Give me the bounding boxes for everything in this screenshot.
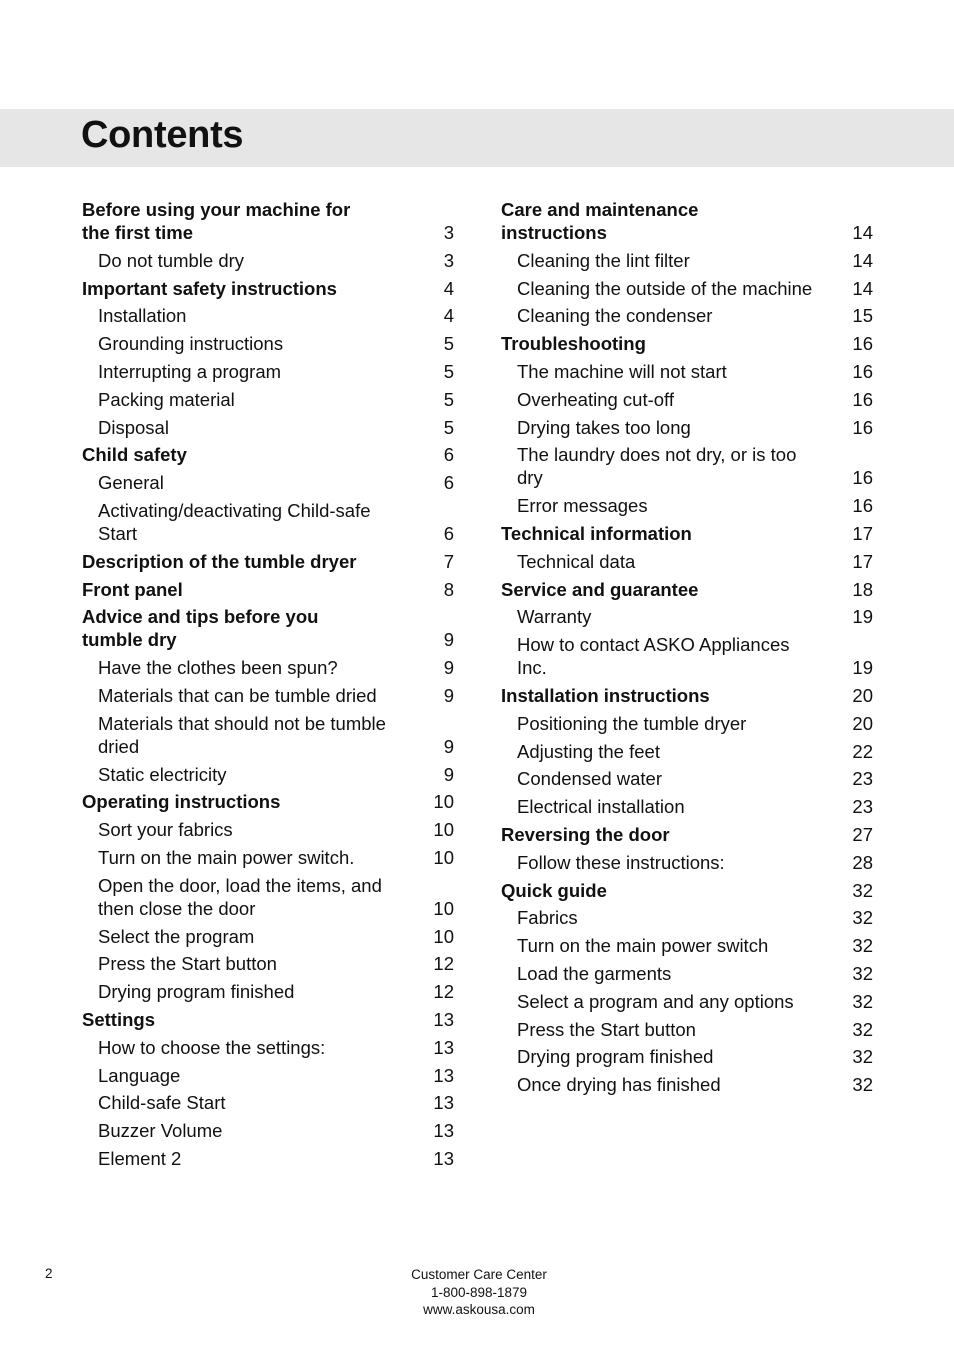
toc-right-column (501, 198, 873, 1101)
toc-item-row[interactable] (82, 712, 454, 758)
toc-item-row[interactable] (82, 416, 454, 439)
toc-entry-label: Do not tumble dry (98, 249, 245, 271)
toc-page-number: 7 (443, 550, 454, 572)
toc-page-number: 16 (852, 360, 873, 382)
toc-item-row[interactable] (501, 304, 873, 327)
footer-contact-title: Customer Care Center (411, 1267, 547, 1282)
toc-entry-label: Front panel (82, 578, 183, 600)
toc-page-number: 5 (443, 388, 454, 410)
toc-page-number: 9 (443, 735, 454, 757)
toc-entry-label: Press the Start button (517, 1018, 696, 1040)
toc-entry-label: Follow these instructions: (517, 851, 725, 873)
toc-item-row[interactable] (501, 712, 873, 735)
toc-page-number: 6 (443, 444, 454, 466)
toc-entry-label: Installation instructions (501, 684, 710, 706)
toc-entry-label: Sort your fabrics (98, 819, 233, 841)
toc-item-row[interactable] (501, 1073, 873, 1096)
toc-item-row[interactable] (82, 1091, 454, 1114)
toc-section-row[interactable] (82, 550, 454, 573)
toc-item-row[interactable] (82, 1147, 454, 1170)
toc-page-number: 19 (852, 606, 873, 628)
toc-page-number: 10 (433, 846, 454, 868)
toc-entry-label: Description of the tumble dryer (82, 550, 357, 572)
toc-entry-label: Packing material (98, 388, 235, 410)
toc-page-number: 4 (443, 305, 454, 327)
toc-entry-label: Select the program (98, 925, 255, 947)
toc-item-row[interactable] (501, 360, 873, 383)
toc-item-row[interactable] (82, 304, 454, 327)
toc-section-row[interactable] (82, 443, 454, 466)
toc-item-row[interactable] (501, 934, 873, 957)
toc-page-number: 9 (443, 763, 454, 785)
toc-page-number: 3 (443, 249, 454, 271)
toc-page-number: 10 (433, 791, 454, 813)
toc-entry-label: Disposal (98, 416, 169, 438)
toc-page-number: 10 (433, 925, 454, 947)
toc-entry-label: Settings (82, 1008, 155, 1030)
toc-entry-label: Warranty (517, 606, 592, 628)
toc-entry-label: Overheating cut-off (517, 388, 674, 410)
toc-entry-label: Once drying has finished (517, 1074, 721, 1096)
toc-page-number: 17 (852, 522, 873, 544)
toc-page-number: 22 (852, 740, 873, 762)
toc-entry-label: Materials that should not be tumble dried (98, 712, 386, 757)
toc-item-row[interactable] (82, 846, 454, 869)
toc-page-number: 16 (852, 467, 873, 489)
toc-entry-label: Child-safe Start (98, 1092, 226, 1114)
toc-section-row[interactable] (82, 790, 454, 813)
toc-item-row[interactable] (82, 684, 454, 707)
page-title: Contents (81, 114, 244, 156)
toc-item-row[interactable] (82, 656, 454, 679)
toc-entry-label: Error messages (517, 495, 648, 517)
toc-page-number: 14 (852, 249, 873, 271)
toc-page-number: 3 (443, 222, 454, 243)
toc-section-row[interactable] (501, 522, 873, 545)
toc-item-row[interactable] (501, 1045, 873, 1068)
toc-entry-label: Turn on the main power switch. (98, 846, 355, 868)
toc-page-number: 32 (852, 990, 873, 1012)
toc-page-number: 20 (852, 712, 873, 734)
toc-page-number: 10 (433, 819, 454, 841)
toc-item-row[interactable] (501, 1018, 873, 1041)
toc-page-number: 16 (852, 388, 873, 410)
toc-item-row[interactable] (82, 499, 454, 545)
toc-item-row[interactable] (82, 332, 454, 355)
toc-page-number: 13 (433, 1036, 454, 1058)
toc-entry-label: How to contact ASKO Appliances Inc. (517, 634, 790, 679)
toc-item-row[interactable] (501, 550, 873, 573)
toc-entry-label: Electrical installation (517, 796, 685, 818)
toc-entry-label: Service and guarantee (501, 578, 699, 600)
toc-entry-label: Static electricity (98, 763, 227, 785)
toc-page-number: 23 (852, 768, 873, 790)
toc-page-number: 6 (443, 472, 454, 494)
toc-item-row[interactable] (82, 249, 454, 272)
toc-page-number: 5 (443, 360, 454, 382)
footer-website: www.askousa.com (423, 1302, 535, 1317)
toc-page-number: 14 (852, 277, 873, 299)
toc-page-number: 17 (852, 550, 873, 572)
toc-entry-label: Interrupting a program (98, 360, 282, 382)
toc-page-number: 13 (433, 1092, 454, 1114)
toc-item-row[interactable] (501, 605, 873, 628)
toc-page-number: 16 (852, 416, 873, 438)
toc-page-number: 13 (433, 1008, 454, 1030)
toc-entry-label: The machine will not start (517, 360, 727, 382)
toc-entry-label: Drying program finished (98, 981, 295, 1003)
toc-entry-label: Drying takes too long (517, 416, 691, 438)
toc-page-number: 5 (443, 333, 454, 355)
toc-section-row[interactable] (501, 684, 873, 707)
toc-item-row[interactable] (501, 906, 873, 929)
toc-item-row[interactable] (501, 388, 873, 411)
toc-page-number: 18 (852, 578, 873, 600)
toc-page-number: 32 (852, 1018, 873, 1040)
toc-item-row[interactable] (82, 471, 454, 494)
toc-page-number: 32 (852, 962, 873, 984)
toc-entry-label: Technical data (517, 550, 636, 572)
toc-section-row[interactable] (82, 1008, 454, 1031)
toc-entry-label: Language (98, 1064, 181, 1086)
toc-entry-label: Grounding instructions (98, 333, 284, 355)
toc-page-number: 10 (433, 897, 454, 919)
toc-page-number: 32 (852, 935, 873, 957)
toc-item-row[interactable] (82, 763, 454, 786)
toc-item-row[interactable] (82, 360, 454, 383)
toc-entry-label: Operating instructions (82, 791, 281, 813)
toc-page-number: 12 (433, 981, 454, 1003)
toc-item-row[interactable] (501, 990, 873, 1013)
toc-entry-label: Cleaning the lint filter (517, 249, 690, 271)
toc-page-number: 32 (852, 1046, 873, 1068)
toc-entry-label: Installation (98, 305, 187, 327)
toc-entry-label: Quick guide (501, 879, 607, 901)
toc-section-row[interactable] (82, 277, 454, 300)
toc-page-number: 9 (443, 657, 454, 679)
toc-item-row[interactable] (501, 962, 873, 985)
toc-entry-label: Buzzer Volume (98, 1120, 223, 1142)
toc-section-row[interactable] (501, 198, 873, 244)
toc-entry-label: Materials that can be tumble dried (98, 684, 377, 706)
toc-item-row[interactable] (82, 1119, 454, 1142)
toc-entry-label: How to choose the settings: (98, 1036, 326, 1058)
toc-entry-label: Technical information (501, 522, 692, 544)
toc-entry-label: Before using your machine for the first time (82, 199, 351, 243)
toc-entry-label: Element 2 (98, 1147, 182, 1169)
toc-page-number: 15 (852, 305, 873, 327)
toc-entry-label: Press the Start button (98, 953, 277, 975)
toc-entry-label: Reversing the door (501, 823, 670, 845)
toc-page-number: 4 (443, 277, 454, 299)
toc-entry-label: Advice and tips before you tumble dry (82, 606, 319, 651)
toc-page-number: 13 (433, 1120, 454, 1142)
toc-item-row[interactable] (82, 874, 454, 920)
toc-page-number: 27 (852, 823, 873, 845)
toc-section-row[interactable] (82, 578, 454, 601)
toc-item-row[interactable] (501, 633, 873, 679)
toc-item-row[interactable] (82, 1064, 454, 1087)
toc-item-row[interactable] (82, 818, 454, 841)
toc-page-number: 32 (852, 879, 873, 901)
toc-page-number: 19 (852, 657, 873, 679)
toc-entry-label: Condensed water (517, 768, 663, 790)
toc-entry-label: Child safety (82, 444, 187, 466)
footer-phone: 1-800-898-1879 (430, 1284, 528, 1300)
toc-item-row[interactable] (501, 494, 873, 517)
toc-page-number: 13 (433, 1064, 454, 1086)
toc-item-row[interactable] (82, 1036, 454, 1059)
toc-page-number: 6 (443, 522, 454, 544)
toc-item-row[interactable] (501, 767, 873, 790)
toc-page-number: 32 (852, 1074, 873, 1096)
toc-page-number: 5 (443, 416, 454, 438)
toc-page-number: 12 (433, 953, 454, 975)
toc-page-number: 9 (443, 629, 454, 651)
toc-left-column (82, 198, 454, 1175)
toc-entry-label: Open the door, load the items, and then close the door (98, 874, 382, 919)
toc-section-row[interactable] (501, 332, 873, 355)
toc-item-row[interactable] (501, 249, 873, 272)
toc-entry-label: Troubleshooting (501, 333, 646, 355)
toc-entry-label: Load the garments (517, 962, 672, 984)
toc-item-row[interactable] (501, 443, 873, 489)
toc-entry-label: The laundry does not dry, or is too dry (517, 444, 797, 489)
toc-item-row[interactable] (82, 952, 454, 975)
toc-entry-label: Have the clothes been spun? (98, 657, 338, 679)
toc-page-number: 28 (852, 851, 873, 873)
footer-contact (379, 1266, 579, 1319)
toc-page-number: 16 (852, 495, 873, 517)
toc-entry-label: Turn on the main power switch (517, 935, 769, 957)
toc-page-number: 9 (443, 684, 454, 706)
toc-entry-label: Cleaning the condenser (517, 305, 713, 327)
toc-entry-label: Positioning the tumble dryer (517, 712, 747, 734)
toc-page-number: 32 (852, 907, 873, 929)
toc-section-row[interactable] (82, 198, 454, 244)
toc-entry-label: Important safety instructions (82, 277, 337, 299)
toc-entry-label: General (98, 472, 164, 494)
toc-item-row[interactable] (82, 925, 454, 948)
toc-entry-label: Cleaning the outside of the machine (517, 277, 813, 299)
toc-entry-label: Select a program and any options (517, 990, 794, 1012)
toc-item-row[interactable] (501, 277, 873, 300)
toc-entry-label: Fabrics (517, 907, 578, 929)
toc-page-number: 8 (443, 578, 454, 600)
toc-item-row[interactable] (501, 795, 873, 818)
toc-page-number: 13 (433, 1147, 454, 1169)
toc-section-row[interactable] (501, 578, 873, 601)
footer-page-number: 2 (45, 1266, 53, 1281)
toc-entry-label: Adjusting the feet (517, 740, 660, 762)
toc-page-number: 16 (852, 333, 873, 355)
toc-item-row[interactable] (501, 851, 873, 874)
toc-item-row[interactable] (82, 388, 454, 411)
toc-page-number: 14 (852, 222, 873, 243)
toc-section-row[interactable] (501, 879, 873, 902)
toc-entry-label: Care and maintenance instructions (501, 199, 699, 243)
toc-section-row[interactable] (82, 605, 454, 651)
toc-page-number: 23 (852, 796, 873, 818)
toc-entry-label: Drying program finished (517, 1046, 714, 1068)
toc-section-row[interactable] (501, 823, 873, 846)
toc-item-row[interactable] (501, 416, 873, 439)
toc-entry-label: Activating/deactivating Child-safe Start (98, 499, 371, 544)
toc-page-number: 20 (852, 684, 873, 706)
toc-item-row[interactable] (501, 740, 873, 763)
toc-item-row[interactable] (82, 980, 454, 1003)
